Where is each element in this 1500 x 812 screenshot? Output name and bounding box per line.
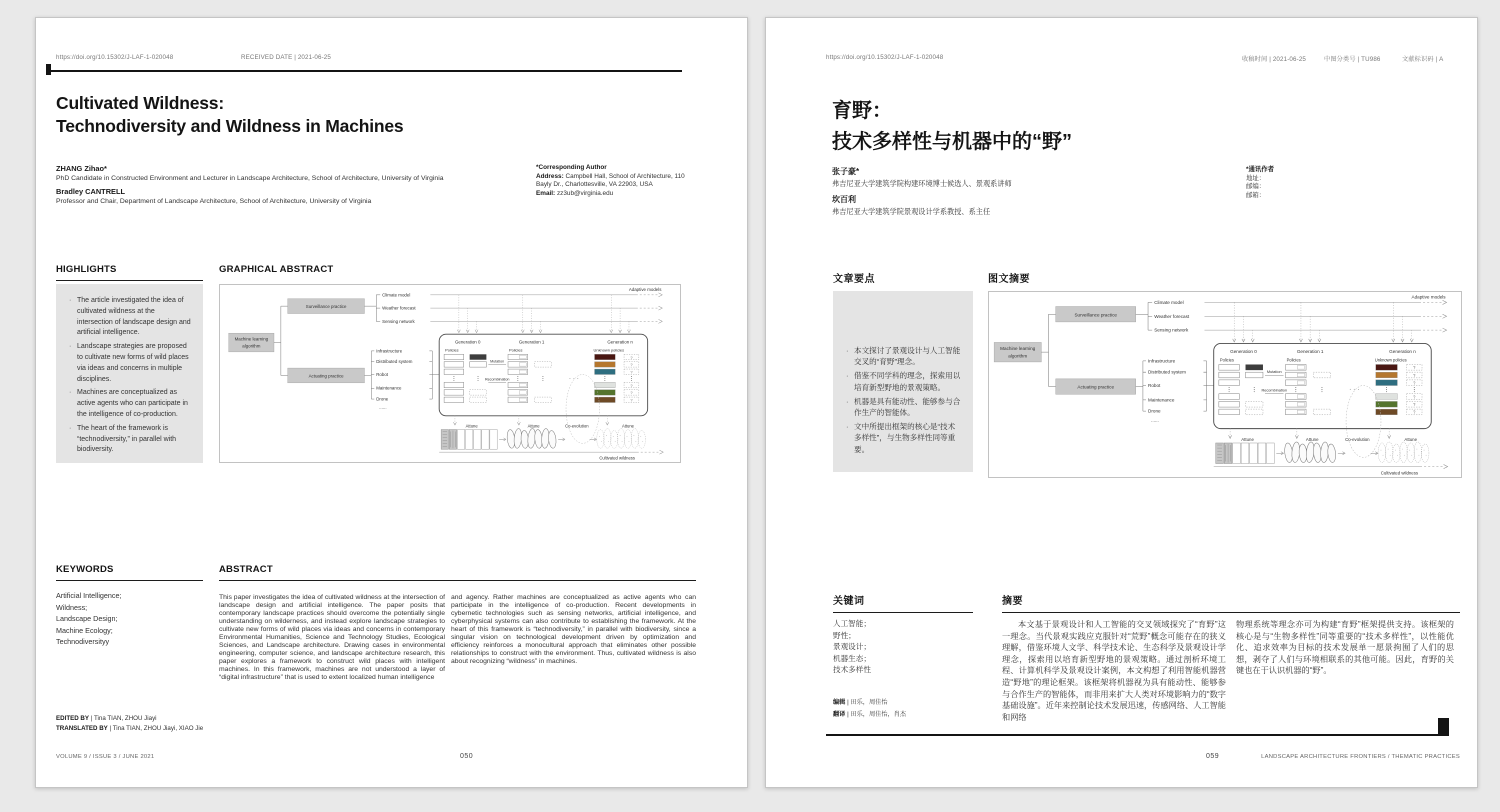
actuating-label: Actuating practice xyxy=(1077,384,1115,390)
ml-label-1: Machine learning xyxy=(234,336,269,342)
highlight-item: · The article investigated the idea of cultivated wildness at the intersection of landscape design and artificial intelligence. xyxy=(67,296,192,339)
gen1-label: Generation 1 xyxy=(1296,349,1324,355)
keywords-heading: KEYWORDS xyxy=(56,564,203,581)
act-item-maintenance: Maintenance xyxy=(1148,397,1175,403)
recombination-label: Recombination xyxy=(1261,388,1288,393)
surveillance-label: Surveillance practice xyxy=(305,304,347,310)
genn-policies-label: Unknown policies xyxy=(593,347,625,353)
attune-label-2: Attune xyxy=(1305,436,1319,442)
svg-text:?: ? xyxy=(630,382,633,388)
act-item-robot: Robot xyxy=(1148,383,1161,389)
author-affiliation: 弗吉尼亚大学建筑学院构建环境博士候选人、景观系讲师 xyxy=(832,179,1012,188)
transition-arrow-2 xyxy=(558,438,596,441)
actuating-label: Actuating practice xyxy=(308,373,344,379)
corresponding-email: Email: zz3ub@virginia.edu xyxy=(536,189,614,197)
transition-arrow-1 xyxy=(499,438,506,441)
author-affiliation: 弗吉尼亚大学建筑学院景观设计学系教授、系主任 xyxy=(832,207,991,216)
author-name: ZHANG Zihao* xyxy=(56,164,107,173)
surv-item-sensing: Sensing network xyxy=(1154,327,1189,333)
svg-text:?: ? xyxy=(630,354,633,360)
author-name: Bradley CANTRELL xyxy=(56,187,125,196)
keywords-heading-cn: 关键词 xyxy=(833,592,973,613)
ml-label-2: algorithm xyxy=(1008,353,1028,359)
thumbnail-2 xyxy=(1376,372,1398,378)
surv-item-sensing: Sensing network xyxy=(382,318,415,324)
thumbnail-1 xyxy=(595,354,616,359)
tree-connector xyxy=(1041,314,1055,386)
keyword: 人工智能； xyxy=(833,619,871,628)
article-title-en xyxy=(56,92,556,138)
generation-gap-dots: · · · xyxy=(568,374,579,382)
attune-label-3: Attune xyxy=(1404,436,1418,442)
graphical-abstract-svg xyxy=(220,285,680,462)
highlight-item: · 借鉴不同学科的理念，探索用以培育新型野地的景观策略。 xyxy=(844,370,962,392)
surv-item-climate: Climate model xyxy=(382,292,411,298)
title-line-1: Cultivated Wildness: xyxy=(56,93,224,113)
diagram-mount xyxy=(989,292,1461,477)
header-rule xyxy=(46,70,682,72)
keywords-list xyxy=(56,590,203,648)
act-item-distributed: Distributed system xyxy=(376,359,413,365)
corresponding-address: Address: Campbell Hall, School of Architecture, 110 Bayly Dr., Charlottesville, VA 22903, USA xyxy=(536,172,685,189)
act-item-drone: Drone xyxy=(1148,408,1161,414)
graphical-abstract-svg xyxy=(989,292,1461,477)
title-line-2: Technodiversity and Wildness in Machines xyxy=(56,116,404,136)
keyword: Landscape Design; xyxy=(56,614,118,624)
evolution-frame xyxy=(1214,343,1432,428)
act-item-distributed: Distributed system xyxy=(1148,369,1186,375)
vegetation-future-blobs xyxy=(1378,442,1429,463)
svg-text:?: ? xyxy=(1413,409,1416,415)
author-affiliation: Professor and Chair, Department of Landscape Architecture, School of Architecture, University of Virginia xyxy=(56,198,372,205)
corresponding-author-block-cn xyxy=(1246,166,1396,200)
footer-journal-name: LANDSCAPE ARCHITECTURE FRONTIERS / THEMATIC PRACTICES xyxy=(1261,754,1460,760)
highlight-item: · 机器是具有能动性、能够参与合作生产的智能体。 xyxy=(844,396,962,418)
act-item-more: ...... xyxy=(379,404,387,410)
thumbnail-6 xyxy=(595,397,616,402)
keyword: Artificial Intelligence; xyxy=(56,591,122,600)
keyword: 技术多样性 xyxy=(833,665,871,675)
corresponding-email-label: 邮箱： xyxy=(1246,191,1266,199)
title-line-1: 育野： xyxy=(832,100,892,122)
graphical-abstract-heading: GRAPHICAL ABSTRACT xyxy=(219,264,334,275)
tree-connector xyxy=(274,306,288,375)
svg-text:?: ? xyxy=(630,390,633,396)
received-date: RECEIVED DATE | 2021-06-25 xyxy=(241,54,331,61)
surv-item-climate: Climate model xyxy=(1154,299,1184,305)
surv-item-weather: Weather forecast xyxy=(1154,313,1190,319)
diagram-mount xyxy=(220,285,680,462)
surveillance-label: Surveillance practice xyxy=(1074,312,1117,318)
highlights-heading-cn: 文章要点 xyxy=(833,274,875,285)
abstract-column-1: 本文基于景观设计和人工智能的交叉领域探究了“育野”这一理念。当代景观实践应克服针对“荒野”概念可能存在的狭义理解，借鉴环境人文学、科学技术论、生态科学及景观设计学理念，探索用以培育新型野地的景观策略。通过剖析环境工程、计算机科学及景观设计案例，本文构想了利用智能机器营造“野地”的理论框架。该框架将机器视为具有能动性、能够参与合作生产的智能体，而非用来扩大人类对环境影响力的“数字基础设施”。近年来控制论技术发展迅速，传感网络、人工智能和网络 xyxy=(1002,620,1226,722)
machine-learning-node xyxy=(994,342,1041,361)
actuating-bracket-right xyxy=(1203,361,1213,411)
adaptive-models-label: Adaptive models xyxy=(628,286,662,292)
surveillance-items xyxy=(382,292,416,324)
document-code: 文献标识码 | A xyxy=(1402,56,1444,63)
recombination-label: Recombination xyxy=(484,377,510,382)
page-number-left: 050 xyxy=(460,753,474,760)
keyword: Wildness; xyxy=(56,602,88,612)
highlight-item: · The heart of the framework is “technodiversity,” in parallel with biodiversity. xyxy=(67,424,192,456)
graphical-abstract-figure xyxy=(219,284,681,463)
corresponding-title: *Corresponding Author xyxy=(536,164,607,171)
vegetation-blobs xyxy=(506,428,557,448)
generation-gap-dots: · · · xyxy=(1349,386,1360,394)
corresponding-author-block xyxy=(536,164,701,198)
surveillance-bracket xyxy=(364,295,380,322)
journal-page-left xyxy=(35,17,748,788)
actuating-items xyxy=(1148,358,1186,422)
rail-drops xyxy=(1233,302,1414,342)
abstract-column-1: This paper investigates the idea of cultivated wildness at the intersection of landscape design and artificial intelligence. The paper posits that contemporary landscape practices should overcome the potentially single understanding on wilderness, and instead explore landscape strategies to cultivate new forms of wild places via ideas and concerns in contemporary Environmental Humanities, Science and Technology Studies, Ecological Sciences, and Landscape architecture. Drawing cases in environmental engineering, computer science, and landscape architecture research, this paper explores a framework to construct wild places with intelligent machines. In this framework, machines are not understood a layer of “digital infrastructure” that is used to extent localized human intelligence xyxy=(219,594,445,681)
vegetation-bars xyxy=(441,430,497,450)
ml-label-2: algorithm xyxy=(242,343,261,349)
highlights-heading: HIGHLIGHTS xyxy=(56,264,203,281)
surveillance-items xyxy=(1154,300,1190,333)
machine-learning-node xyxy=(229,333,274,352)
gen0-seed-thumbnail xyxy=(470,354,487,359)
title-line-2: 技术多样性与机器中的“野” xyxy=(832,131,1072,153)
act-item-infrastructure: Infrastructure xyxy=(1148,358,1176,364)
adaptive-models-label: Adaptive models xyxy=(1411,294,1446,300)
gen0-label: Generation 0 xyxy=(454,339,481,345)
footer-volume: VOLUME 9 / ISSUE 3 / JUNE 2021 xyxy=(56,754,155,760)
abstract-heading: ABSTRACT xyxy=(219,564,696,581)
abstract-column-2: 物理系统等理念亦可为构建“育野”框架提供支持。该框架的核心是与“生物多样性”同等重要的“技术多样性”，以性能优化、追求效率为目标的技术发展单一愿景拘囿了人们的思想，剥夺了人们与环境相联系的其他可能。因此，育野的关键也在于认识机器的“野”。 xyxy=(1236,620,1454,676)
edited-by-line: EDITED BY | Tina TIAN, ZHOU Jiayi xyxy=(56,715,157,722)
keyword: 景观设计； xyxy=(833,642,871,652)
cultivated-wildness-label: Cultivated wildness xyxy=(599,455,635,461)
graphical-abstract-heading-cn: 图文摘要 xyxy=(988,274,1030,285)
surveillance-node xyxy=(1056,307,1136,322)
graphical-abstract-figure xyxy=(988,291,1462,478)
thumbnail-4 xyxy=(1376,394,1398,400)
act-item-infrastructure: Infrastructure xyxy=(376,348,403,354)
keyword: 野性； xyxy=(833,630,856,640)
svg-text:?: ? xyxy=(1413,394,1416,400)
thumbnail-4 xyxy=(595,382,616,387)
corresponding-zip-label: 邮编： xyxy=(1246,183,1266,191)
highlights-box xyxy=(56,284,203,463)
attune-label-1: Attune xyxy=(465,423,478,429)
doi-link: https://doi.org/10.15302/J-LAF-1-020048 xyxy=(826,54,944,61)
genn-policies-label: Unknown policies xyxy=(1374,357,1407,363)
thumbnail-1 xyxy=(1376,364,1398,370)
thumbnail-2 xyxy=(595,362,616,367)
author-name: 坎百利 xyxy=(832,195,856,204)
translated-by-line: 翻译 | 田乐，周佳怡，肖杰 xyxy=(833,711,907,718)
cultivated-wildness-rail xyxy=(439,450,663,460)
svg-text:?: ? xyxy=(630,369,633,375)
surv-item-weather: Weather forecast xyxy=(382,305,416,311)
translated-by-line: TRANSLATED BY | Tina TIAN, ZHOU Jiayi, XIAO Jie xyxy=(56,725,204,732)
doi-link: https://doi.org/10.15302/J-LAF-1-020048 xyxy=(56,54,174,61)
attune-label-1: Attune xyxy=(1241,436,1254,442)
highlights-box xyxy=(833,291,973,472)
gen0-label: Generation 0 xyxy=(1230,349,1257,355)
received-date-cn: 收稿时间 | 2021-06-25 xyxy=(1242,56,1306,63)
highlight-item: · 文中所提出框架的核心是“技术多样性”，与生物多样性同等重要。 xyxy=(844,421,962,455)
actuating-bracket-left xyxy=(364,351,374,399)
highlight-item: · Machines are conceptualized as active agents who can participate in the intelligence of co-production. xyxy=(67,388,192,420)
act-item-drone: Drone xyxy=(376,396,389,402)
corresponding-title: *通讯作者 xyxy=(1246,166,1275,173)
act-item-maintenance: Maintenance xyxy=(376,385,402,391)
end-rule xyxy=(826,734,1449,736)
gen0-seed-thumbnail xyxy=(1246,364,1263,370)
attune-label-2: Attune xyxy=(527,423,540,429)
svg-text:?: ? xyxy=(1413,365,1416,371)
abstract-column-2: and agency. Rather machines are conceptualized as active agents who can participate in the intelligence of co-production. Recent developments in cybernetic technologies such as sensing networks, artificial intelligence, and cyberphysical systems can also contribute to establishing the framework. At the heart of this framework is “technodiversity,” in parallel with biodiversity, since a singular vision on technological development driven by optimization and efficiency reinforces a monocultural approach that eliminates other possible relationships to construct with the environment. Thus, cultivated wildness is also about recognizing “wildness” in machines. xyxy=(451,594,696,665)
ml-label-1: Machine learning xyxy=(1000,346,1036,352)
vegetation-future-blobs xyxy=(597,429,646,449)
abstract-heading-cn: 摘要 xyxy=(1002,592,1460,613)
edited-by-line: 编辑 | 田乐，周佳怡 xyxy=(833,699,888,706)
svg-text:?: ? xyxy=(1413,380,1416,386)
mutation-label: Mutation xyxy=(1266,370,1282,375)
cultivated-wildness-rail xyxy=(1214,465,1448,476)
svg-text:?: ? xyxy=(1413,372,1416,378)
keyword: Machine Ecology; xyxy=(56,625,113,635)
vegetation-blobs xyxy=(1284,442,1337,463)
corresponding-address-label: 地址： xyxy=(1246,174,1266,182)
act-item-robot: Robot xyxy=(376,371,389,377)
actuating-node xyxy=(288,368,365,383)
authors-block-en xyxy=(56,164,506,210)
credits-block-cn xyxy=(833,697,906,721)
rail-drops xyxy=(457,295,630,333)
thumbnail-3 xyxy=(1376,380,1398,386)
highlight-item: · 本文探讨了景观设计与人工智能交叉的“育野”理念。 xyxy=(844,345,962,367)
adaptive-rails xyxy=(430,287,662,323)
thumbnail-6 xyxy=(1376,409,1398,415)
surveillance-bracket xyxy=(1136,302,1152,330)
article-end-marker xyxy=(1438,718,1449,734)
actuating-bracket-left xyxy=(1136,361,1146,411)
cultivated-wildness-label: Cultivated wildness xyxy=(1380,470,1419,476)
co-evolution-label: Co-evolution xyxy=(565,423,589,429)
authors-block-cn xyxy=(832,166,1192,222)
co-evolution-label: Co-evolution xyxy=(1345,436,1370,442)
keywords-list xyxy=(833,618,973,676)
transition-arrow-1 xyxy=(1276,452,1283,455)
keyword: 机器生态； xyxy=(833,653,871,663)
mutation-label: Mutation xyxy=(490,359,505,364)
adaptive-rails xyxy=(1204,294,1446,332)
attune-label-3: Attune xyxy=(621,423,634,429)
gen0-policies-label: Policies xyxy=(1219,357,1234,363)
svg-text:?: ? xyxy=(630,362,633,368)
actuating-bracket-right xyxy=(429,351,439,399)
author-name: 张子豪* xyxy=(832,167,860,176)
evolution-frame xyxy=(439,334,647,416)
svg-text:?: ? xyxy=(1413,402,1416,408)
highlight-item: · Landscape strategies are proposed to cultivate new forms of wild places via ideas and concerns in multiple disciplines. xyxy=(67,342,192,385)
vegetation-bars xyxy=(1216,443,1274,464)
clc-number: 中图分类号 | TU986 xyxy=(1324,56,1381,63)
gen1-label: Generation 1 xyxy=(518,339,545,345)
genn-label: Generation n xyxy=(1389,349,1416,355)
transition-arrow-2 xyxy=(1338,452,1378,455)
journal-page-right xyxy=(765,17,1478,788)
thumbnail-3 xyxy=(595,369,616,374)
article-title-cn xyxy=(832,96,1352,158)
page-number-right: 059 xyxy=(1206,753,1220,760)
genn-label: Generation n xyxy=(607,339,633,345)
svg-text:?: ? xyxy=(630,397,633,403)
surveillance-node xyxy=(288,299,365,314)
author-affiliation: PhD Candidate in Constructed Environment and Lecturer in Landscape Architecture, School of Architecture, University of Virginia xyxy=(56,175,444,182)
actuating-node xyxy=(1056,379,1136,394)
credits-block-en xyxy=(56,715,203,735)
gen0-policies-label: Policies xyxy=(445,347,459,353)
gen1-policies-label: Policies xyxy=(509,347,523,353)
keyword: Technodiversityy xyxy=(56,637,110,647)
gen1-policies-label: Policies xyxy=(1286,357,1301,363)
act-item-more: ...... xyxy=(1151,417,1159,423)
actuating-items xyxy=(376,348,413,410)
